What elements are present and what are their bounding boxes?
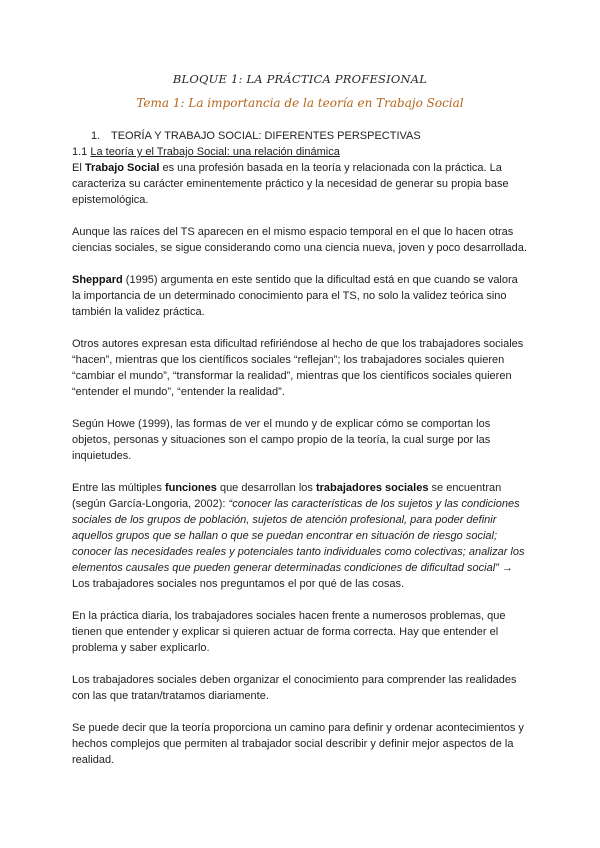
bold-term-trabajadores-sociales: trabajadores sociales <box>315 482 429 494</box>
paragraph-5: Según Howe (1999), las formas de ver el mundo y de explicar cómo se comportan los objetos, personas y situaciones son el campo propio de la teoría, la cual surge por las inquietudes. <box>72 418 491 462</box>
paragraph-7: En la práctica diaria, los trabajadores sociales hacen frente a numerosos problemas, que tienen que entender y explicar si quieren actuar de forma correcta. Hay que entender el problema y saber explicarlo. <box>72 610 506 654</box>
paragraph-9: Se puede decir que la teoría proporciona un camino para definir y ordenar acontecimientos y hechos complejos que permiten al trabajador social describir y definir mejor aspectos de la realidad. <box>72 722 524 766</box>
subsection-number: 1.1 <box>72 146 88 158</box>
paragraph-6: Entre las múltiples funciones que desarrollan los trabajadores sociales se encuentran (según García-Longoria, 2002): “conocer las características de los sujetos y las condiciones sociales de los grupos de población, sujetos de atención profesional, para poder definir aquellos grupos que se hallan o que se puedan encontrar en situación de riesgo social; conocer las necesidades reales y potenciales tanto individuales como colectivas; analizar los elementos causales que pueden generar determinadas condiciones de dificultad social” → Los trabajadores sociales nos preguntamos el por qué de las cosas. <box>72 482 525 590</box>
bold-term-trabajo-social: Trabajo Social <box>84 162 160 174</box>
block-title: BLOQUE 1: LA PRÁCTICA PROFESIONAL <box>172 72 428 86</box>
italic-quote: “conocer las características de los sujetos y las condiciones sociales de los grupos de población, sujetos de atención profesional, para poder definir aquellos grupos que se hallan o que se puedan encontrar en situación de riesgo social; conocer las necesidades reales y potenciales tanto individuales como colectivas; analizar los elementos causales que pueden generar determinadas condiciones de dificultad social” <box>72 498 525 574</box>
paragraph-3: Sheppard (1995) argumenta en este sentido que la dificultad está en que cuando se valora la importancia de un determinado conocimiento para el TS, no solo la validez teórica sino también la validez práctica. <box>72 274 518 318</box>
paragraph-4: Otros autores expresan esta dificultad refiriéndose al hecho de que los trabajadores sociales “hacen”, mientras que los científicos sociales “reflejan”; los trabajadores sociales quieren “cambiar el mundo”, “transformar la realidad”, mientras que los científicos sociales quieren “entender el mundo”, “entender la realidad”. <box>72 338 524 398</box>
paragraph-1: El Trabajo Social es una profesión basada en la teoría y relacionada con la práctica. La caracteriza su carácter eminentemente práctico y la necesidad de generar su propia base epistemológica. <box>72 162 509 206</box>
subsection-heading <box>72 144 528 160</box>
topic-title: Tema 1: La importancia de la teoría en Trabajo Social <box>136 96 464 110</box>
paragraph-8: Los trabajadores sociales deben organizar el conocimiento para comprender las realidades con las que tratan/tratamos diariamente. <box>72 674 517 702</box>
section-heading <box>91 128 528 144</box>
subsection-title: La teoría y el Trabajo Social: una relación dinámica <box>90 146 340 158</box>
bold-author-sheppard: Sheppard <box>72 274 123 286</box>
section-title: TEORÍA Y TRABAJO SOCIAL: DIFERENTES PERSPECTIVAS <box>111 130 421 142</box>
bold-term-funciones: funciones <box>164 482 217 494</box>
document-body <box>72 128 528 784</box>
paragraph-2: Aunque las raíces del TS aparecen en el mismo espacio temporal en el que lo hacen otras ciencias sociales, se sigue considerando como una ciencia nueva, joven y poco desarrollada. <box>72 226 527 254</box>
section-number: 1. <box>91 130 101 142</box>
